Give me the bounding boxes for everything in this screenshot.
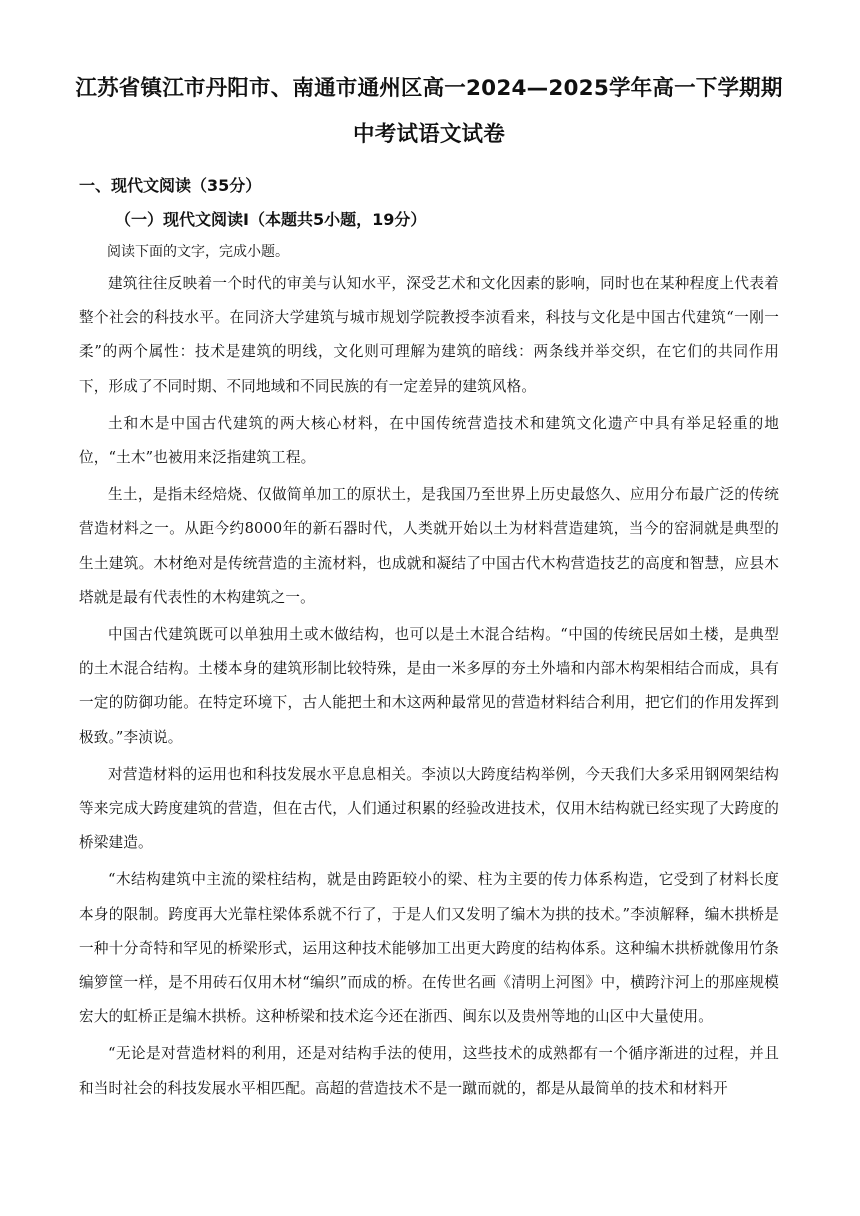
passage-paragraph-7: “无论是对营造材料的利用，还是对结构手法的使用，这些技术的成熟都有一个循序渐进的过程，并且和当时社会的科技发展水平相匹配。高超的营造技术不是一蹴而就的，都是从最简单的技术和材料开 <box>79 1045 779 1097</box>
sub-heading: （一）现代文阅读Ⅰ（本题共5小题，19分） <box>115 210 427 229</box>
passage-paragraph-1: 建筑往往反映着一个时代的审美与认知水平，深受艺术和文化因素的影响，同时也在某种程度上代表着整个社会的科技水平。在同济大学建筑与城市规划学院教授李浈看来，科技与文化是中国古代建筑“一刚一柔”的两个属性：技术是建筑的明线，文化则可理解为建筑的暗线：两条线并举交织，在它们的共同作用下，形成了不同时期、不同地域和不同民族的有一定差异的建筑风格。 <box>79 275 779 395</box>
exam-page <box>75 66 783 1106</box>
document-title: 江苏省镇江市丹阳市、南通市通州区高一2024—2025学年高一下学期期中考试语文试卷 <box>75 76 783 147</box>
passage-paragraph-5: 对营造材料的运用也和科技发展水平息息相关。李浈以大跨度结构举例，今天我们大多采用钢网架结构等来完成大跨度建筑的营造，但在古代，人们通过积累的经验改进技术，仅用木结构就已经实现了大跨度的桥梁建造。 <box>79 765 779 852</box>
passage-paragraph-3: 生土，是指未经焙烧、仅做简单加工的原状土，是我国乃至世界上历史最悠久、应用分布最广泛的传统营造材料之一。从距今约8000年的新石器时代，人类就开始以土为材料营造建筑，当今的窑洞就是典型的生土建筑。木材绝对是传统营造的主流材料，也成就和凝结了中国古代木构营造技艺的高度和智慧，应县木塔就是最有代表性的木构建筑之一。 <box>79 486 779 606</box>
reading-instruction: 阅读下面的文字，完成小题。 <box>107 244 289 260</box>
section-heading: 一、现代文阅读（35分） <box>79 176 262 195</box>
passage-paragraph-4: 中国古代建筑既可以单独用土或木做结构，也可以是土木混合结构。“中国的传统民居如土楼，是典型的土木混合结构。土楼本身的建筑形制比较特殊，是由一米多厚的夯土外墙和内部木构架相结合而成，具有一定的防御功能。在特定环境下，古人能把土和木这两种最常见的营造材料结合利用，把它们的作用发挥到极致。”李浈说。 <box>79 626 779 746</box>
passage-paragraph-6: “木结构建筑中主流的梁柱结构，就是由跨距较小的梁、柱为主要的传力体系构造，它受到了材料长度本身的限制。跨度再大光靠柱梁体系就不行了，于是人们又发明了编木为拱的技术。”李浈解释，编木拱桥是一种十分奇特和罕见的桥梁形式，运用这种技术能够加工出更大跨度的结构体系。这种编木拱桥就像用竹条编箩筐一样，是不用砖石仅用木材“编织”而成的桥。在传世名画《清明上河图》中，横跨汴河上的那座规模宏大的虹桥正是编木拱桥。这种桥梁和技术迄今还在浙西、闽东以及贵州等地的山区中大量使用。 <box>79 871 779 1026</box>
passage-paragraph-2: 土和木是中国古代建筑的两大核心材料，在中国传统营造技术和建筑文化遗产中具有举足轻重的地位，“土木”也被用来泛指建筑工程。 <box>79 414 779 467</box>
